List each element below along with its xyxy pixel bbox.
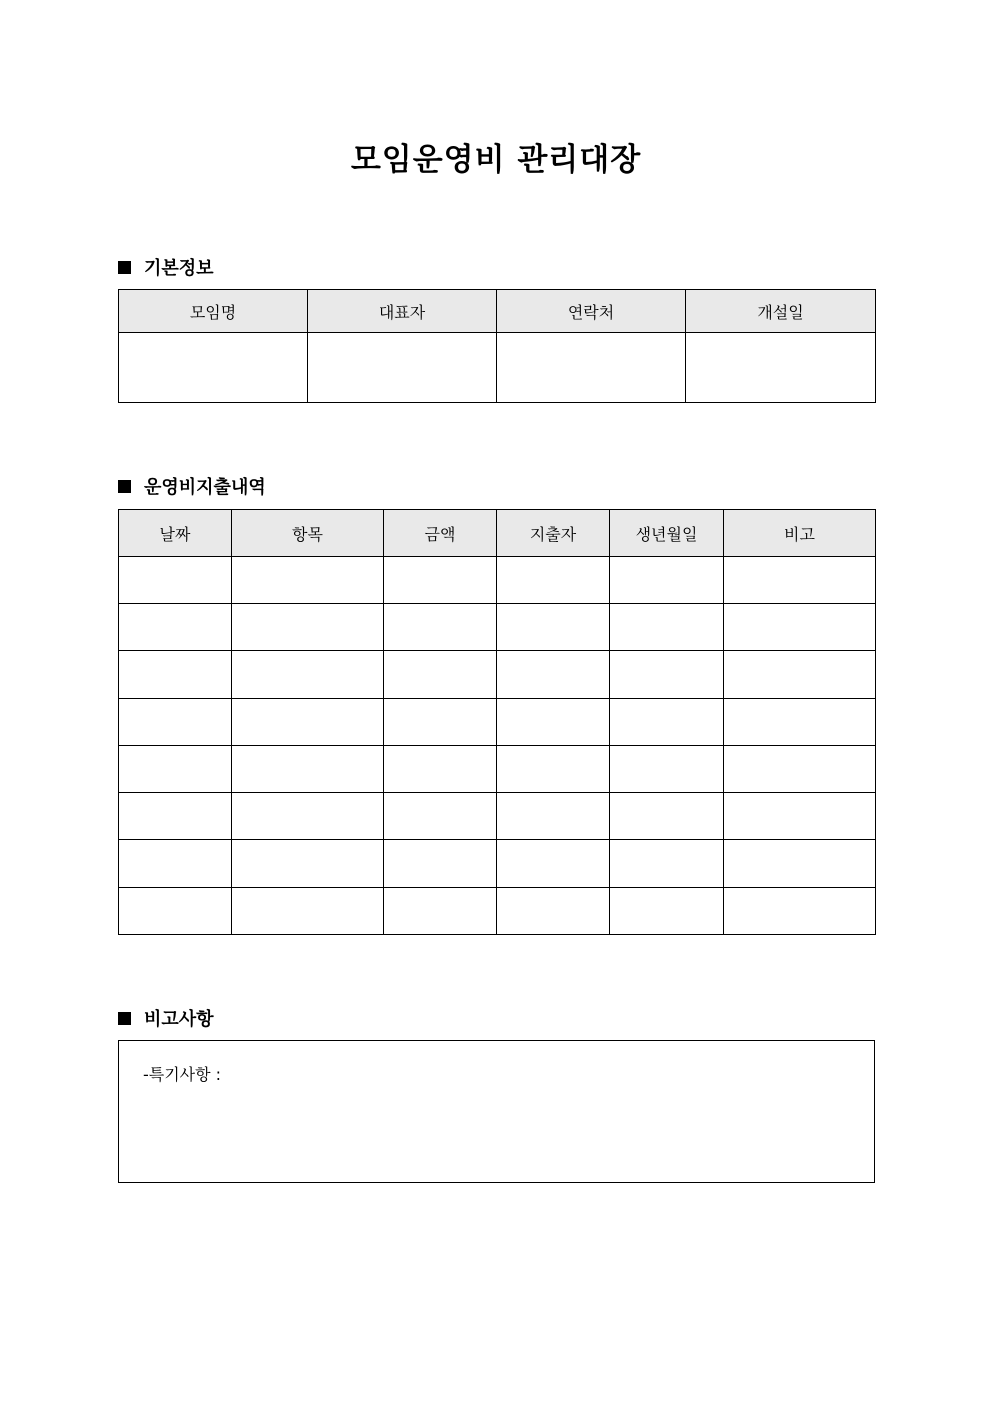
table-header-row <box>119 510 876 557</box>
table-row <box>119 888 876 935</box>
cell-birthdate[interactable] <box>610 557 724 604</box>
cell-item[interactable] <box>232 840 384 888</box>
cell-note[interactable] <box>724 699 876 746</box>
cell-spender[interactable] <box>497 604 610 651</box>
cell-date[interactable] <box>119 746 232 793</box>
page-title: 모임운영비 관리대장 <box>350 142 642 178</box>
header-cell-contact: 연락처 <box>497 290 686 333</box>
table-row <box>119 699 876 746</box>
table-row <box>119 333 876 403</box>
cell-date[interactable] <box>119 793 232 840</box>
cell-spender[interactable] <box>497 793 610 840</box>
header-cell-open-date: 개설일 <box>686 290 876 333</box>
header-cell-birthdate: 생년월일 <box>610 510 724 557</box>
cell-note[interactable] <box>724 888 876 935</box>
cell-amount[interactable] <box>384 557 497 604</box>
cell-birthdate[interactable] <box>610 793 724 840</box>
header-cell-spender: 지출자 <box>497 510 610 557</box>
section-title: 운영비지출내역 <box>144 477 266 498</box>
cell-item[interactable] <box>232 793 384 840</box>
cell-note[interactable] <box>724 651 876 699</box>
header-cell-representative: 대표자 <box>308 290 497 333</box>
special-notes-line <box>143 1062 221 1085</box>
section-title: 기본정보 <box>144 258 214 279</box>
table-row <box>119 604 876 651</box>
header-cell-note: 비고 <box>724 510 876 557</box>
cell-note[interactable] <box>724 557 876 604</box>
cell-birthdate[interactable] <box>610 840 724 888</box>
cell-birthdate[interactable] <box>610 699 724 746</box>
cell-amount[interactable] <box>384 840 497 888</box>
cell-item[interactable] <box>232 699 384 746</box>
header-cell-item: 항목 <box>232 510 384 557</box>
cell-birthdate[interactable] <box>610 888 724 935</box>
cell-birthdate[interactable] <box>610 651 724 699</box>
cell-spender[interactable] <box>497 746 610 793</box>
header-cell-group-name: 모임명 <box>119 290 308 333</box>
table-row <box>119 746 876 793</box>
header-cell-date: 날짜 <box>119 510 232 557</box>
cell-amount[interactable] <box>384 888 497 935</box>
table-row <box>119 651 876 699</box>
cell-spender[interactable] <box>497 651 610 699</box>
table-row <box>119 557 876 604</box>
section-heading-basic-info <box>118 254 214 280</box>
cell-amount[interactable] <box>384 651 497 699</box>
cell-birthdate[interactable] <box>610 604 724 651</box>
cell-note[interactable] <box>724 793 876 840</box>
cell-date[interactable] <box>119 840 232 888</box>
square-bullet-icon <box>118 261 131 274</box>
cell-amount[interactable] <box>384 604 497 651</box>
square-bullet-icon <box>118 1012 131 1025</box>
table-row <box>119 793 876 840</box>
square-bullet-icon <box>118 480 131 493</box>
cell-amount[interactable] <box>384 699 497 746</box>
cell-item[interactable] <box>232 746 384 793</box>
cell-date[interactable] <box>119 888 232 935</box>
remarks-box[interactable] <box>118 1040 875 1183</box>
input-cell-contact[interactable] <box>497 333 686 403</box>
section-heading-expenses <box>118 473 266 499</box>
cell-spender[interactable] <box>497 840 610 888</box>
section-heading-remarks <box>118 1005 214 1031</box>
expenses-table <box>118 509 876 935</box>
cell-spender[interactable] <box>497 557 610 604</box>
cell-spender[interactable] <box>497 888 610 935</box>
input-cell-representative[interactable] <box>308 333 497 403</box>
table-row <box>119 840 876 888</box>
input-cell-open-date[interactable] <box>686 333 876 403</box>
cell-spender[interactable] <box>497 699 610 746</box>
cell-date[interactable] <box>119 604 232 651</box>
cell-date[interactable] <box>119 557 232 604</box>
input-cell-group-name[interactable] <box>119 333 308 403</box>
cell-note[interactable] <box>724 604 876 651</box>
basic-info-table <box>118 289 876 403</box>
cell-item[interactable] <box>232 888 384 935</box>
cell-date[interactable] <box>119 651 232 699</box>
special-notes-label: -특기사항 : <box>143 1065 222 1084</box>
cell-item[interactable] <box>232 651 384 699</box>
cell-amount[interactable] <box>384 746 497 793</box>
cell-amount[interactable] <box>384 793 497 840</box>
cell-note[interactable] <box>724 840 876 888</box>
cell-item[interactable] <box>232 557 384 604</box>
cell-note[interactable] <box>724 746 876 793</box>
cell-date[interactable] <box>119 699 232 746</box>
cell-item[interactable] <box>232 604 384 651</box>
cell-birthdate[interactable] <box>610 746 724 793</box>
header-cell-amount: 금액 <box>384 510 497 557</box>
table-header-row <box>119 290 876 333</box>
section-title: 비고사항 <box>144 1009 214 1030</box>
